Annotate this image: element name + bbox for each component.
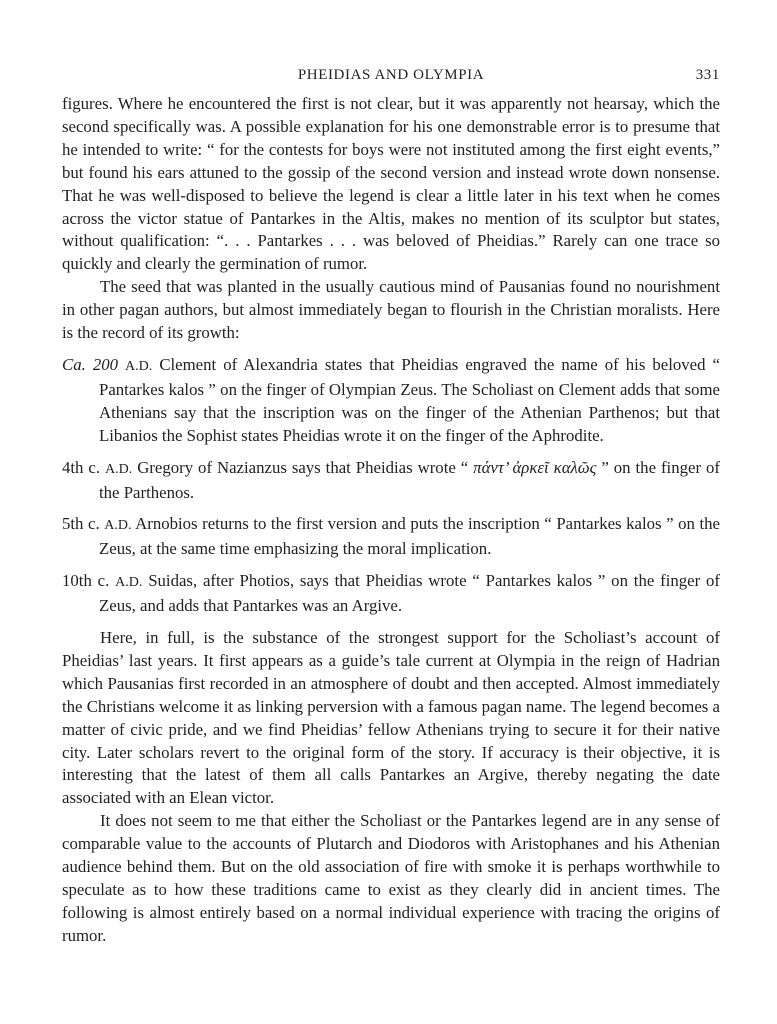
greek-inscription: πάντ’ ἀρκεῖ καλῶς — [473, 457, 597, 477]
chronology-entry — [62, 570, 720, 618]
entry-text: Suidas, after Photios, says that Pheidias wrote “ Pantarkes kalos ” on the finger of Zeus, and adds that Pantarkes was an Argive. — [99, 571, 720, 616]
entry-date: 10th c. A.D. — [62, 571, 143, 591]
book-page — [62, 64, 720, 948]
paragraph-3: Here, in full, is the substance of the strongest support for the Scholiast’s account of Pheidias’ last years. It first appears as a guide’s tale current at Olympia in the reign of Hadrian which Pausanias first recorded in an atmosphere of doubt and then accepted. Almost immediately the Christians welcome it as linking perversion with a famous pagan name. The legend becomes a matter of civic pride, and we find Pheidias’ fellow Athenians trying to secure it for their native city. Later scholars revert to the original form of the story. If accuracy is their objective, it is interesting that the latest of them all calls Pantarkes an Argive, thereby negating the date associated with an Elean victor. — [62, 628, 720, 808]
running-head — [62, 64, 720, 88]
entry-text: Clement of Alexandria states that Pheidias engraved the name of his beloved “ Pantarkes kalos ” on the finger of Olympian Zeus. The Scholiast on Clement adds that some Athenians say that the inscription was on the finger of the Athenian Parthenos; but that Libanios the Sophist states Pheidias wrote it on the finger of the Aphrodite. — [99, 354, 721, 445]
chronology-entry — [62, 354, 720, 448]
entry-date: 4th c. A.D. — [62, 457, 133, 477]
page-number: 331 — [695, 67, 720, 83]
chronology-entry — [62, 513, 720, 561]
paragraph-1: figures. Where he encountered the first is not clear, but it was apparently not hearsay, which the second specifically was. A possible explanation for his one demonstrable error is to presume that he intended to write: “ for the contests for boys were not instituted among the first eight events,” but found his ears attuned to the gossip of the second version and instead wrote down nonsense. That he was well-disposed to believe the legend is clear a little later in his text when he comes across the victor statue of Pantarkes in the Altis, makes no mention of its sculptor but states, without qualification: “. . . Pantarkes . . . was beloved of Pheidias.” Rarely can one trace so quickly and clearly the germination of rumor. — [62, 94, 720, 274]
entry-date: Ca. 200 A.D. — [62, 354, 153, 374]
entry-text: Gregory of Nazianzus says that Pheidias wrote “ πάντ’ ἀρκεῖ καλῶς ” on the finger of the Parthenos. — [99, 457, 720, 502]
chronology-entry — [62, 457, 720, 505]
entry-date: 5th c. A.D. — [62, 514, 132, 534]
paragraph-4: It does not seem to me that either the Scholiast or the Pantarkes legend are in any sense of comparable value to the accounts of Plutarch and Diodoros with Aristophanes and his Athenian audience behind them. But on the old association of fire with smoke it is perhaps worthwhile to speculate as to how these traditions came to exist as they clearly did in ancient times. The following is almost entirely based on a normal individual experience with tracing the origins of rumor. — [62, 811, 720, 945]
paragraph-2: The seed that was planted in the usually cautious mind of Pausanias found no nourishment in other pagan authors, but almost immediately began to flourish in the Christian moralists. Here is the record of its growth: — [62, 277, 720, 343]
page-title: PHEIDIAS AND OLYMPIA — [297, 67, 485, 83]
chronology-list — [62, 354, 720, 618]
entry-text: Arnobios returns to the first version and puts the inscription “ Pantarkes kalos ” on the Zeus, at the same time emphasizing the moral implication. — [99, 514, 720, 559]
